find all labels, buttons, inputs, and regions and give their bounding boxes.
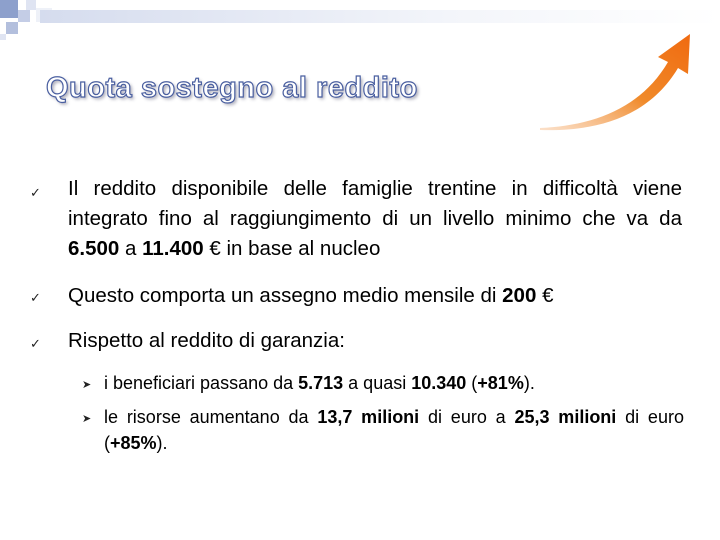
bold-value: +81% bbox=[477, 373, 524, 393]
text-run: ). bbox=[523, 373, 535, 393]
text-run: a quasi bbox=[343, 373, 412, 393]
header-bar bbox=[40, 10, 720, 23]
bold-value: 6.500 bbox=[68, 237, 120, 260]
deco-square bbox=[0, 0, 18, 18]
bullet-text bbox=[68, 326, 682, 356]
slide-title: Quota sostegno al reddito bbox=[46, 72, 418, 104]
growth-arrow-icon bbox=[530, 30, 700, 135]
check-mark-icon: ✓ bbox=[30, 185, 41, 200]
bullet-text bbox=[68, 174, 682, 264]
check-mark-icon: ✓ bbox=[30, 336, 41, 351]
text-run: Questo comporta un assegno medio mensile di bbox=[68, 284, 503, 307]
arrowhead-icon: ➤ bbox=[82, 379, 92, 391]
bullet-text bbox=[68, 281, 682, 311]
text-run: di euro a bbox=[419, 407, 515, 427]
bold-value: 11.400 bbox=[142, 237, 204, 260]
text-run: € in base al nucleo bbox=[203, 237, 381, 260]
text-run: ). bbox=[156, 433, 168, 453]
text-run: i beneficiari passano da bbox=[104, 373, 299, 393]
deco-square bbox=[0, 34, 6, 40]
sub-bullet-text bbox=[104, 370, 684, 396]
text-run: di euro ( bbox=[104, 407, 684, 453]
deco-square bbox=[6, 22, 18, 34]
text-run: € bbox=[536, 284, 554, 307]
bold-value: 10.340 bbox=[411, 373, 467, 393]
text-run: Il reddito disponibile delle famiglie trentine in difficoltà viene integrato fino al raggiungimento di un livello minimo che va da bbox=[68, 177, 682, 230]
bold-value: 200 bbox=[502, 284, 537, 307]
check-mark-icon: ✓ bbox=[30, 290, 41, 305]
deco-square bbox=[18, 10, 30, 22]
bold-value: +85% bbox=[110, 433, 157, 453]
sub-bullet-text bbox=[104, 404, 684, 456]
deco-square bbox=[26, 0, 36, 10]
bold-value: 5.713 bbox=[298, 373, 344, 393]
arrowhead-icon: ➤ bbox=[82, 413, 92, 425]
bold-value: 13,7 milioni bbox=[317, 407, 420, 427]
text-run: Rispetto al reddito di garanzia: bbox=[68, 329, 345, 352]
text-run: a bbox=[119, 237, 143, 260]
text-run: le risorse aumentano da bbox=[104, 407, 318, 427]
bold-value: 25,3 milioni bbox=[514, 407, 617, 427]
text-run: ( bbox=[466, 373, 478, 393]
